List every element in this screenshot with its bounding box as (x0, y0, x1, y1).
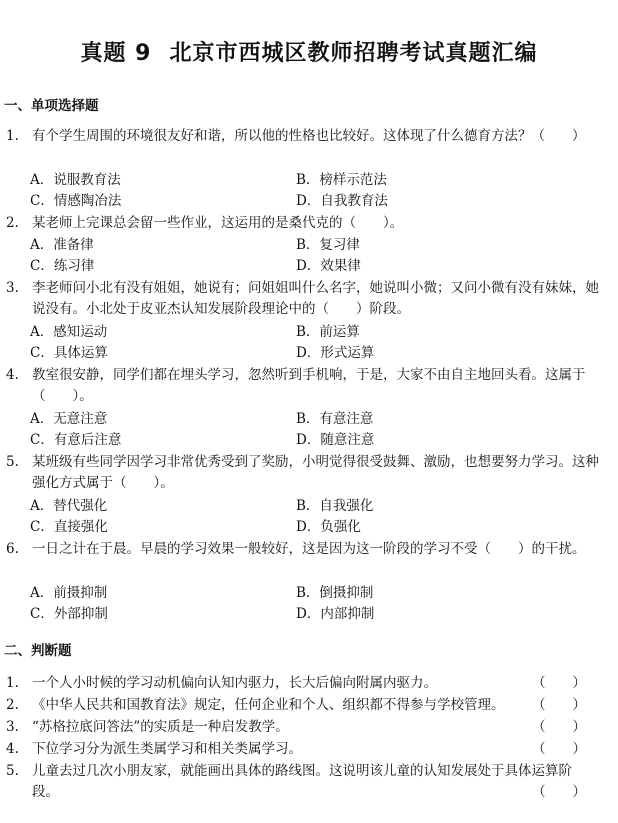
item-text: 儿童去过几次小朋友家，就能画出具体的路线图。这说明该儿童的认知发展处于具体运算阶段。 (32, 763, 572, 800)
question-4 (6, 365, 606, 407)
item-text: “苏格拉底问答法”的实质是一种启发教学。 (32, 719, 289, 735)
question-number: 4. (6, 367, 19, 383)
option-a: A．说服教育法 (30, 172, 121, 188)
option-a: A．替代强化 (30, 498, 108, 514)
title-text: 北京市西城区教师招聘考试真题汇编 (169, 41, 538, 66)
tf-item-5 (6, 761, 586, 803)
answer-blank: （ ） (532, 719, 586, 735)
option-c: C．有意后注意 (30, 432, 122, 448)
question-number: 2. (6, 215, 19, 231)
option-c: C．练习律 (30, 258, 95, 274)
option-d: D．随意注意 (296, 432, 375, 448)
question-3 (6, 278, 606, 320)
tf-item-1 (6, 673, 586, 694)
option-b: B．前运算 (296, 324, 360, 340)
option-a: A．感知运动 (30, 324, 108, 340)
option-a: A．准备律 (30, 237, 94, 253)
tf-item-3 (6, 717, 586, 738)
item-number: 3. (6, 719, 19, 735)
question-number: 3. (6, 280, 19, 296)
item-number: 1. (6, 675, 19, 691)
option-d: D．内部抑制 (296, 606, 375, 622)
question-1 (6, 126, 606, 147)
option-b: B．有意注意 (296, 411, 374, 427)
option-c: C．外部抑制 (30, 606, 108, 622)
question-text: 有个学生周围的环境很友好和谐，所以他的性格也比较好。这体现了什么德育方法？（ ） (32, 128, 586, 144)
option-c: C．情感陶冶法 (30, 193, 122, 209)
option-b: B．自我强化 (296, 498, 374, 514)
answer-blank: （ ） (532, 741, 586, 757)
question-text: 李老师问小北有没有姐姐，她说有；问姐姐叫什么名字，她说叫小微；又问小微有没有妹妹，她说没有。小北处于皮亚杰认知发展阶段理论中的（ ）阶段。 (32, 280, 599, 317)
option-a: A．无意注意 (30, 411, 108, 427)
item-text: 一个人小时候的学习动机偏向认知内驱力，长大后偏向附属内驱力。 (32, 675, 437, 691)
question-text: 教室很安静，同学们都在埋头学习，忽然听到手机响，于是，大家不由自主地回头看。这属于（ ）。 (32, 367, 586, 404)
question-number: 1. (6, 128, 19, 144)
question-5 (6, 452, 606, 494)
page-title (0, 36, 618, 67)
option-b: B．榜样示范法 (296, 172, 387, 188)
option-a: A．前摄抑制 (30, 585, 108, 601)
question-2 (6, 213, 606, 234)
question-text: 一日之计在于晨。早晨的学习效果一般较好，这是因为这一阶段的学习不受（ ）的干扰。 (32, 541, 586, 557)
option-d: D．自我教育法 (296, 193, 388, 209)
section-heading-true-false: 二、判断题 (4, 643, 72, 659)
title-number: 真题 9 (80, 41, 152, 66)
option-c: C．直接强化 (30, 519, 108, 535)
section-heading-single-choice: 一、单项选择题 (4, 98, 99, 114)
item-text: 下位学习分为派生类属学习和相关类属学习。 (32, 741, 302, 757)
answer-blank: （ ） (532, 697, 586, 713)
option-b: B．倒摄抑制 (296, 585, 374, 601)
question-number: 5. (6, 454, 19, 470)
item-text: 《中华人民共和国教育法》规定，任何企业和个人、组织都不得参与学校管理。 (32, 697, 505, 713)
question-text: 某班级有些同学因学习非常优秀受到了奖励，小明觉得很受鼓舞、激励，也想要努力学习。这种强化方式属于（ ）。 (32, 454, 599, 491)
option-d: D．形式运算 (296, 345, 375, 361)
question-6 (6, 539, 606, 560)
option-d: D．负强化 (296, 519, 361, 535)
option-b: B．复习律 (296, 237, 360, 253)
item-number: 2. (6, 697, 19, 713)
option-c: C．具体运算 (30, 345, 108, 361)
tf-item-4 (6, 739, 586, 760)
item-number: 4. (6, 741, 19, 757)
answer-blank: （ ） (532, 784, 586, 800)
question-text: 某老师上完课总会留一些作业，这运用的是桑代克的（ ）。 (32, 215, 404, 231)
item-number: 5. (6, 763, 19, 779)
answer-blank: （ ） (532, 675, 586, 691)
question-number: 6. (6, 541, 19, 557)
option-d: D．效果律 (296, 258, 361, 274)
tf-item-2 (6, 695, 586, 716)
